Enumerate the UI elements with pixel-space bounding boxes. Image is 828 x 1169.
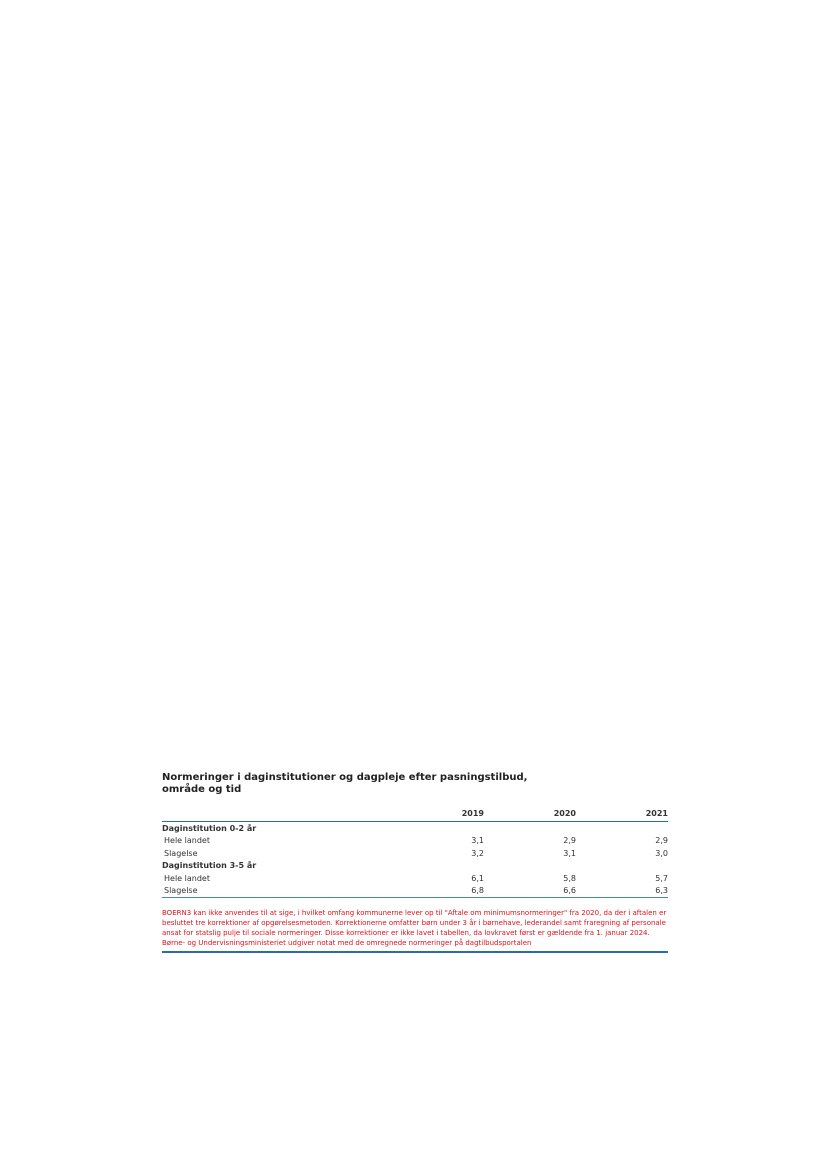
cell-value: 3,1 [471, 836, 484, 846]
column-header-2019: 2019 [461, 809, 484, 818]
cell-value: 2,9 [655, 836, 668, 846]
row-label: Hele landet [164, 836, 210, 846]
cell-value: 2,9 [563, 836, 576, 846]
row-label: Hele landet [164, 873, 210, 883]
cell-value: 3,0 [655, 848, 668, 858]
table-row [162, 872, 668, 885]
row-label: Slagelse [164, 848, 198, 858]
cell-value: 3,2 [471, 848, 484, 858]
body-divider [162, 897, 668, 898]
table-row [162, 835, 668, 848]
table-row [162, 885, 668, 898]
cell-value: 6,6 [563, 886, 576, 896]
cell-value: 6,3 [655, 886, 668, 896]
column-header-2020: 2020 [553, 809, 576, 818]
group-label: Daginstitution 3-5 år [162, 861, 257, 871]
table-row [162, 847, 668, 860]
cell-value: 6,8 [471, 886, 484, 896]
cell-value: 5,7 [655, 873, 668, 883]
table-title: Normeringer i daginstitutioner og dagpleje efter pasningstilbud, område og tid [162, 772, 528, 795]
row-label: Slagelse [164, 886, 198, 896]
table-header-row [162, 806, 668, 821]
group-label: Daginstitution 0-2 år [162, 823, 257, 833]
table-footnote: BOERN3 kan ikke anvendes til at sige, i hvilket omfang kommunerne lever op til "Aftale om minimumsnormeringer" fra 2020, da der i aftalen er besluttet tre korrektioner af opgørelsesmetoden. Korrektionerne omfatter børn under 3 år i børnehave, lederandel samt fraregning af personale ansat for statslig pulje til sociale normeringer. Disse korrektioner er ikke lavet i tabellen, da lovkravet først er gældende fra 1. januar 2024. Børne- og Undervisningsministeriet udgiver notat med de omregnede normeringer på dagtilbudsportalen [162, 909, 667, 947]
group-row-3-5 [162, 860, 668, 873]
group-row-0-2 [162, 822, 668, 835]
cell-value: 6,1 [471, 873, 484, 883]
column-header-2021: 2021 [645, 809, 668, 818]
cell-value: 5,8 [563, 873, 576, 883]
cell-value: 3,1 [563, 848, 576, 858]
footer-divider [162, 951, 668, 953]
statistics-table [162, 772, 668, 953]
